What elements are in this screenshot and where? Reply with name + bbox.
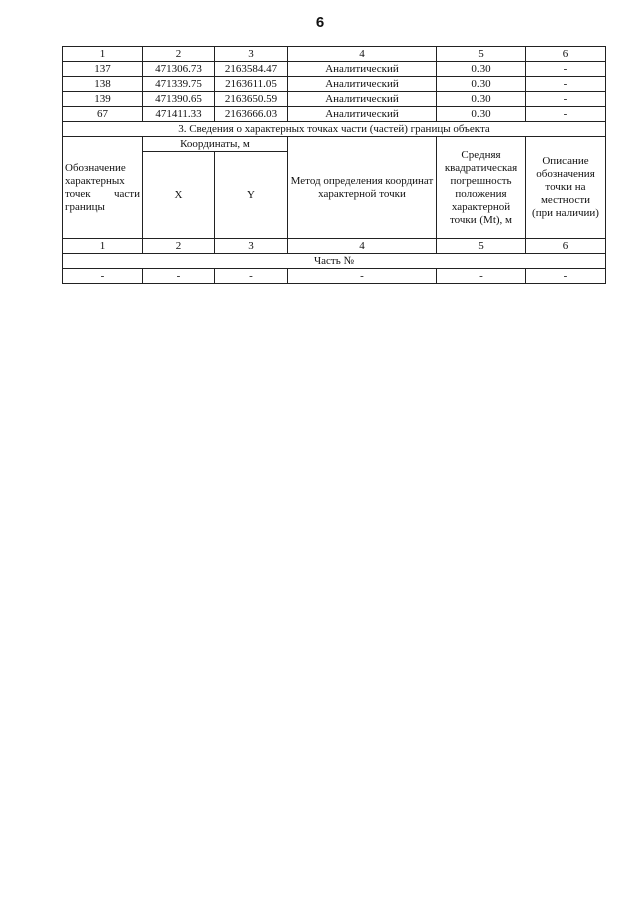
description: - — [526, 62, 606, 77]
part-label-row — [63, 254, 606, 269]
method: - — [288, 269, 437, 284]
coord-x: 471339.75 — [143, 77, 215, 92]
header-number: 3 — [215, 239, 288, 254]
accuracy: 0.30 — [437, 92, 526, 107]
header-number: 2 — [143, 239, 215, 254]
point-id: 137 — [63, 62, 143, 77]
point-id: 139 — [63, 92, 143, 107]
header-number: 6 — [526, 47, 606, 62]
point-id: 67 — [63, 107, 143, 122]
table-row — [63, 269, 606, 284]
coord-y-header: Y — [215, 152, 288, 239]
coord-y: 2163611.05 — [215, 77, 288, 92]
coord-x: 471306.73 — [143, 62, 215, 77]
description: - — [526, 269, 606, 284]
part-label: Часть № — [63, 254, 606, 269]
method: Аналитический — [288, 107, 437, 122]
page-number: 6 — [315, 14, 325, 31]
description: - — [526, 92, 606, 107]
header-number: 3 — [215, 47, 288, 62]
method: Аналитический — [288, 62, 437, 77]
point-id: 138 — [63, 77, 143, 92]
header-number: 4 — [288, 239, 437, 254]
method: Аналитический — [288, 77, 437, 92]
accuracy-header: Средняя квадратическая погрешность положения характерной точки (Mt), м — [437, 137, 526, 239]
description-header: Описание обозначения точки на местности (при наличии) — [526, 137, 606, 239]
coord-y: 2163666.03 — [215, 107, 288, 122]
method-header: Метод определения координат характерной точки — [288, 137, 437, 239]
header-number: 2 — [143, 47, 215, 62]
description: - — [526, 107, 606, 122]
coord-y: 2163584.47 — [215, 62, 288, 77]
boundary-points-table — [62, 46, 606, 284]
method: Аналитический — [288, 92, 437, 107]
coord-x: 471411.33 — [143, 107, 215, 122]
header-number: 1 — [63, 47, 143, 62]
description: - — [526, 77, 606, 92]
accuracy: 0.30 — [437, 107, 526, 122]
section-header-row — [63, 137, 606, 152]
coordinates-header: Координаты, м — [143, 137, 288, 152]
header-number: 5 — [437, 239, 526, 254]
coord-y: 2163650.59 — [215, 92, 288, 107]
table-row — [63, 107, 606, 122]
table-row — [63, 92, 606, 107]
point-id: - — [63, 269, 143, 284]
header-number: 1 — [63, 239, 143, 254]
table-row — [63, 62, 606, 77]
header-number: 5 — [437, 47, 526, 62]
coord-x-header: X — [143, 152, 215, 239]
coord-x: - — [143, 269, 215, 284]
header-number: 4 — [288, 47, 437, 62]
header-number: 6 — [526, 239, 606, 254]
table-header-numbers — [63, 47, 606, 62]
point-designation-header: Обозначение характерных точек части границы — [63, 137, 143, 239]
section-header-numbers — [63, 239, 606, 254]
section-title-row — [63, 122, 606, 137]
table-row — [63, 77, 606, 92]
section-title: 3. Сведения о характерных точках части (частей) границы объекта — [63, 122, 606, 137]
accuracy: 0.30 — [437, 77, 526, 92]
accuracy: 0.30 — [437, 62, 526, 77]
coord-y: - — [215, 269, 288, 284]
accuracy: - — [437, 269, 526, 284]
coord-x: 471390.65 — [143, 92, 215, 107]
